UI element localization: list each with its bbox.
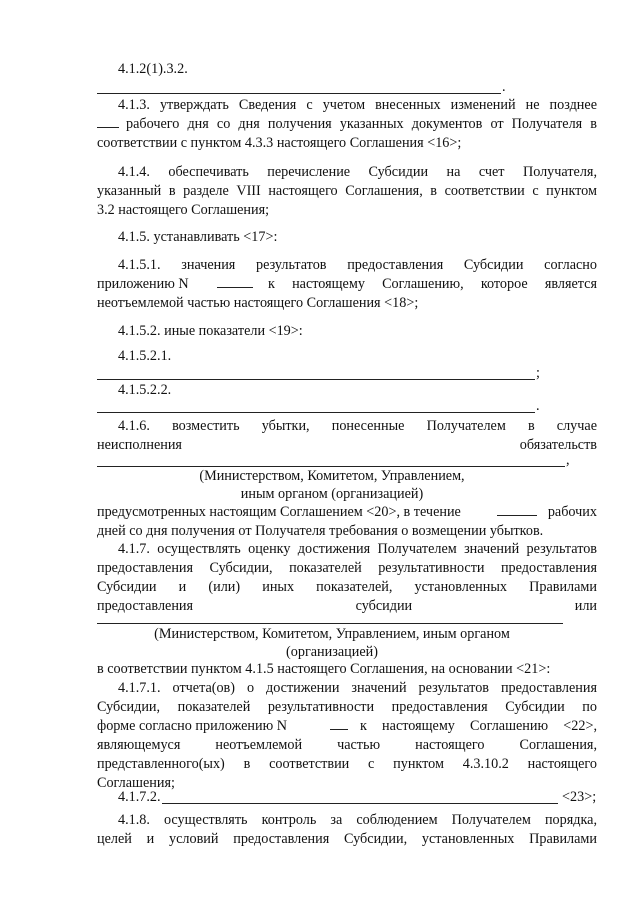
clause-4-1-4-line2: указанный в разделе VIII настоящего Соглашения, в соответствии с пунктом [97,183,597,199]
clause-4-1-7-1-line4: являющемуся неотъемлемой частью настоящего Соглашения, [97,737,597,753]
clause-4-1-4-line1: 4.1.4. обеспечивать перечисление Субсидии на счет Получателя, [118,164,597,180]
clause-4-1-7-1-line2: Субсидии, показателей результативности предоставления Субсидии по [97,699,597,715]
fill-line [97,93,501,94]
line-end-period: . [536,398,540,414]
clause-4-1-7-line4: предоставления субсидии или [97,598,597,614]
blank-appendix-number [330,717,354,736]
fill-line [97,623,563,624]
blank-days-field [97,115,127,134]
clause-4-1-6-line4a: предусмотренных настоящим Соглашением <20>, в течение [97,504,461,520]
clause-4-1-6-line2b: обязательств [519,437,597,453]
fill-line [162,803,558,804]
clause-4-1-5-1-line2a: приложению N [97,276,189,292]
clause-4-1-7-line1: 4.1.7. осуществлять оценку достижения Получателем значений результатов [118,541,597,557]
clause-4-1-2-1-3-2-label: 4.1.2(1).3.2. [118,61,188,77]
blank-appendix-number [217,275,257,294]
clause-4-1-7-line2: предоставления Субсидии, показателей результативности предоставления [97,560,597,576]
blank-days-field [497,503,541,522]
clause-4-1-6-line2a: неисполнения [97,437,182,453]
clause-4-1-7-1-line3b: к настоящему Соглашению <22>, [360,718,597,734]
clause-4-1-7-line3: Субсидии и (или) иных показателей, установленных Правилами [97,579,597,595]
clause-4-1-5-2-2: 4.1.5.2.2. [118,382,172,398]
line-end-comma: , [566,452,570,468]
clause-4-1-8-line1: 4.1.8. осуществлять контроль за соблюдением Получателем порядка, [118,812,597,828]
clause-4-1-4-line3: 3.2 настоящего Соглашения; [97,202,270,218]
clause-4-1-8-line2: целей и условий предоставления Субсидии, установленных Правилами [97,831,597,847]
clause-4-1-7-note1: (Министерством, Комитетом, Управлением, иным органом [154,626,510,642]
fill-line [97,379,535,380]
clause-4-1-5-2: 4.1.5.2. иные показатели <19>: [118,323,303,339]
clause-4-1-5-1-line1: 4.1.5.1. значения результатов предоставления Субсидии согласно [118,257,597,273]
fill-line [97,412,535,413]
clause-4-1-7-2-end: <23>; [562,789,597,805]
clause-4-1-6-note1: (Министерством, Комитетом, Управлением, [199,468,465,484]
clause-4-1-7-1-line6: Соглашения; [97,775,175,791]
clause-4-1-3-line2: рабочего дня со дня получения указанных документов от Получателя в [126,116,597,132]
clause-4-1-6-line5: дней со дня получения от Получателя требования о возмещении убытков. [97,523,544,539]
line-end-period: . [502,79,506,95]
clause-4-1-6-line1: 4.1.6. возместить убытки, понесенные Получателем в случае [118,418,597,434]
clause-4-1-7-1-line3a: форме согласно приложению N [97,718,287,734]
clause-4-1-6-line4b: рабочих [547,504,597,520]
clause-4-1-3-line1: 4.1.3. утверждать Сведения с учетом внесенных изменений не позднее [118,97,597,113]
clause-4-1-7-1-line1: 4.1.7.1. отчета(ов) о достижении значений результатов предоставления [118,680,597,696]
clause-4-1-5-1-line3: неотъемлемой частью настоящего Соглашения <18>; [97,295,419,311]
clause-4-1-7-2: 4.1.7.2. [118,789,161,805]
clause-4-1-5-1-line2b: к настоящему Соглашению, которое является [268,276,597,292]
clause-4-1-5-2-1: 4.1.5.2.1. [118,348,172,364]
clause-4-1-3-line3: соответствии с пунктом 4.3.3 настоящего Соглашения <16>; [97,135,462,151]
clause-4-1-7-note2: (организацией) [286,644,378,660]
clause-4-1-6-note2: иным органом (организацией) [240,486,424,502]
clause-4-1-7-1-line5: представленного(ых) в соответствии с пунктом 4.3.10.2 настоящего [97,756,597,772]
line-end-semicolon: ; [536,365,540,381]
clause-4-1-5: 4.1.5. устанавливать <17>: [118,229,278,245]
clause-4-1-7-line5: в соответствии пунктом 4.1.5 настоящего Соглашения, на основании <21>: [97,661,551,677]
